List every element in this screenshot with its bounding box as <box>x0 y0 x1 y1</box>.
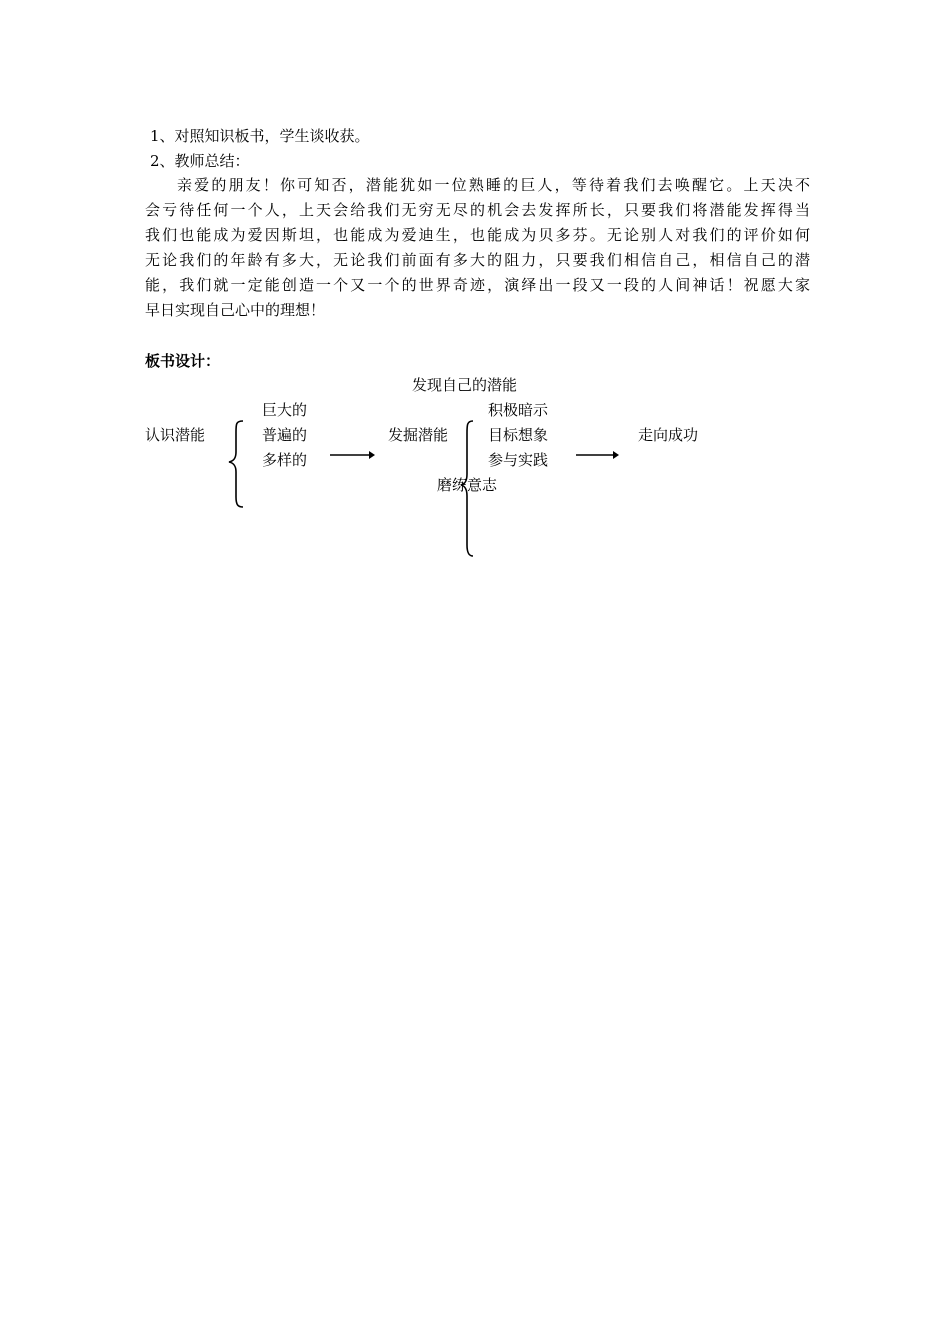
paragraph-line: 无论我们的年龄有多大，无论我们前面有多大的阻力，只要我们相信自己，相信自己的潜 <box>145 251 810 269</box>
stage1-label: 认识潜能 <box>145 426 206 444</box>
paragraph-line: 亲爱的朋友！你可知否，潜能犹如一位熟睡的巨人，等待着我们去唤醒它。上天决不 <box>177 176 810 194</box>
stage1-item: 多样的 <box>262 451 308 469</box>
paragraph-line: 会亏待任何一个人，上天会给我们无穷无尽的机会去发挥所长，只要我们将潜能发挥得当 <box>145 201 810 219</box>
summary-paragraph <box>145 173 810 323</box>
stage1-item: 巨大的 <box>262 401 308 419</box>
stage2-item: 参与实践 <box>488 451 549 469</box>
diagram-top-label: 发现自己的潜能 <box>412 376 518 394</box>
stage2-label: 发掘潜能 <box>388 426 449 444</box>
list-item-2: 2、教师总结： <box>150 152 250 170</box>
stage2-item: 目标想象 <box>488 426 549 444</box>
board-design-heading: 板书设计： <box>145 352 221 370</box>
stage3-label: 走向成功 <box>638 426 699 444</box>
paragraph-line: 能，我们就一定能创造一个又一个的世界奇迹，演绎出一段又一段的人间神话！祝愿大家 <box>145 276 810 294</box>
arrow-2-head <box>613 451 619 459</box>
list-item-1: 1、对照知识板书，学生谈收获。 <box>150 127 370 145</box>
stage1-item: 普遍的 <box>262 426 308 444</box>
arrow-1-head <box>369 451 375 459</box>
paragraph-line: 早日实现自己心中的理想！ <box>145 301 326 319</box>
left-brace <box>229 421 243 507</box>
stage2-item: 磨练意志 <box>437 476 498 494</box>
paragraph-line: 我们也能成为爱因斯坦，也能成为爱迪生，也能成为贝多芬。无论别人对我们的评价如何 <box>145 226 810 244</box>
stage2-item: 积极暗示 <box>488 401 549 419</box>
